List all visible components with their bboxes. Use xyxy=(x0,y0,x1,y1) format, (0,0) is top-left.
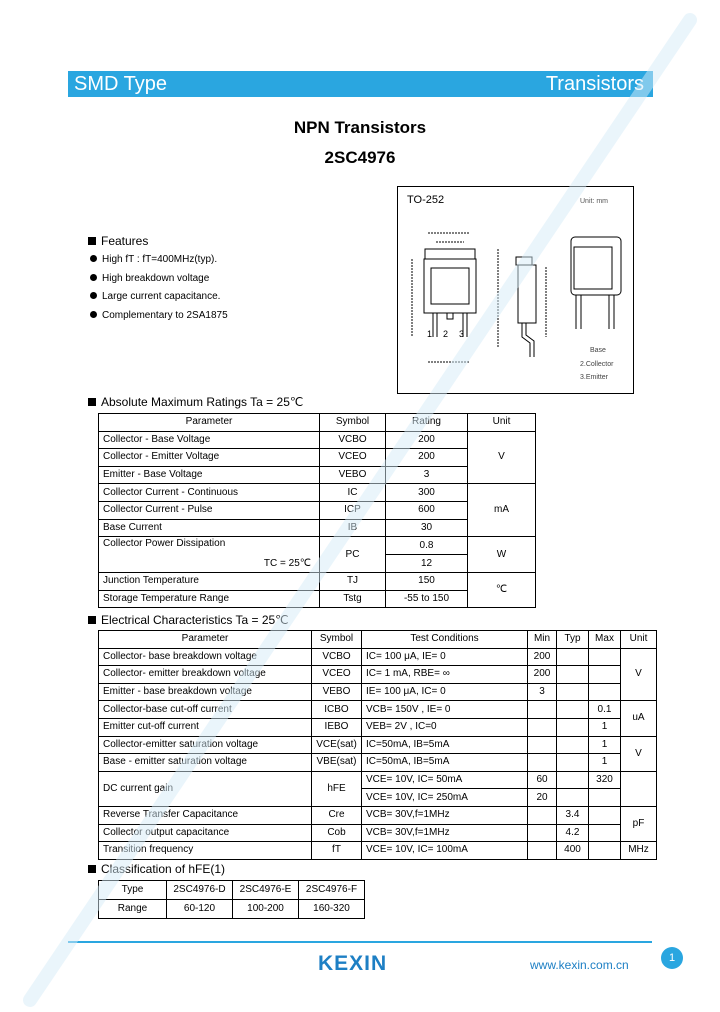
table-cell: VCE= 10V, IC= 250mA xyxy=(362,789,528,807)
table-row xyxy=(99,573,536,591)
table-cell xyxy=(528,824,557,842)
unit-cell: ℃ xyxy=(468,573,536,608)
table-cell: IC xyxy=(320,484,386,502)
table-cell: 60-120 xyxy=(167,900,233,919)
header-left-title: SMD Type xyxy=(74,73,167,95)
table-row xyxy=(99,806,657,824)
table-row xyxy=(99,842,657,860)
table-header: Parameter xyxy=(99,414,320,432)
table-cell: VEB= 2V , IC=0 xyxy=(362,718,528,736)
table-header-row xyxy=(99,881,365,900)
abs-max-heading: Absolute Maximum Ratings Ta = 25℃ xyxy=(88,395,303,409)
table-cell xyxy=(528,701,557,719)
table-cell: 200 xyxy=(528,666,557,684)
unit-cell: uA xyxy=(621,701,657,736)
table-cell: VCB= 30V,f=1MHz xyxy=(362,806,528,824)
table-cell: 200 xyxy=(528,648,557,666)
table-cell: VCB= 150V , IE= 0 xyxy=(362,701,528,719)
table-header: Type xyxy=(99,881,167,900)
table-cell: 300 xyxy=(386,484,468,502)
table-cell: Collector output capacitance xyxy=(99,824,312,842)
pin-legend-emitter: 3.Emitter xyxy=(580,374,609,381)
table-cell: 400 xyxy=(557,842,589,860)
table-cell: ICBO xyxy=(312,701,362,719)
table-cell: 200 xyxy=(386,449,468,467)
unit-cell: mA xyxy=(468,484,536,537)
table-row xyxy=(99,824,657,842)
table-cell: ICP xyxy=(320,501,386,519)
table-cell: VEBO xyxy=(312,683,362,701)
table-cell: 3 xyxy=(528,683,557,701)
table-cell xyxy=(557,789,589,807)
features-heading: Features xyxy=(88,234,148,248)
table-cell: Cob xyxy=(312,824,362,842)
table-cell: 4.2 xyxy=(557,824,589,842)
pin-label-2: 2 xyxy=(443,329,449,339)
unit-cell: MHz xyxy=(621,842,657,860)
table-header: 2SC4976-D xyxy=(167,881,233,900)
page-title: NPN Transistors xyxy=(293,118,427,137)
table-cell: IC=50mA, IB=5mA xyxy=(362,754,528,772)
table-row xyxy=(99,648,657,666)
table-cell: Collector-emitter saturation voltage xyxy=(99,736,312,754)
square-bullet-icon xyxy=(88,865,96,873)
table-cell: Cre xyxy=(312,806,362,824)
table-header: Parameter xyxy=(99,631,312,649)
table-cell xyxy=(589,806,621,824)
unit-cell: pF xyxy=(621,806,657,841)
table-cell: VCE= 10V, IC= 50mA xyxy=(362,771,528,789)
unit-cell: V xyxy=(468,431,536,484)
table-cell: TJ xyxy=(320,573,386,591)
table-cell: 320 xyxy=(589,771,621,789)
pin-legend-title: Base xyxy=(590,347,606,354)
table-cell: PC xyxy=(320,537,386,573)
table-cell: VCB= 30V,f=1MHz xyxy=(362,824,528,842)
table-cell: IC= 100 μA, IE= 0 xyxy=(362,648,528,666)
table-cell: 60 xyxy=(528,771,557,789)
table-cell xyxy=(528,842,557,860)
table-cell: VBE(sat) xyxy=(312,754,362,772)
table-cell: fT xyxy=(312,842,362,860)
table-cell: 20 xyxy=(528,789,557,807)
table-cell: VCE= 10V, IC= 100mA xyxy=(362,842,528,860)
table-cell: VCBO xyxy=(320,431,386,449)
bullet-icon xyxy=(90,292,97,299)
square-bullet-icon xyxy=(88,616,96,624)
table-header: Unit xyxy=(621,631,657,649)
table-cell: Base Current xyxy=(99,519,320,537)
table-cell: Junction Temperature xyxy=(99,573,320,591)
table-cell xyxy=(557,666,589,684)
footer-url[interactable]: www.kexin.com.cn xyxy=(530,958,629,972)
table-row xyxy=(99,701,657,719)
table-cell xyxy=(589,789,621,807)
table-cell: 1 xyxy=(589,718,621,736)
table-cell: 1 xyxy=(589,736,621,754)
table-cell xyxy=(557,648,589,666)
feature-item: High fT : fT=400MHz(typ). xyxy=(90,254,217,265)
table-cell: 0.8 xyxy=(386,537,468,555)
table-row xyxy=(99,683,657,701)
table-header-row xyxy=(99,631,657,649)
table-cell: Collector Power Dissipation TC = 25℃ xyxy=(99,537,320,573)
table-cell: Emitter - base breakdown voltage xyxy=(99,683,312,701)
table-cell xyxy=(557,718,589,736)
table-row xyxy=(99,537,536,555)
pin-label-3: 3 xyxy=(459,329,465,339)
table-header: Unit xyxy=(468,414,536,432)
table-cell: Tstg xyxy=(320,590,386,608)
table-cell: 1 xyxy=(589,754,621,772)
table-cell: Collector Current - Continuous xyxy=(99,484,320,502)
table-cell: Range xyxy=(99,900,167,919)
table-header-row xyxy=(99,414,536,432)
table-cell: IEBO xyxy=(312,718,362,736)
table-cell: Base - emitter saturation voltage xyxy=(99,754,312,772)
table-cell xyxy=(557,754,589,772)
table-header: Typ xyxy=(557,631,589,649)
table-cell: Collector Current - Pulse xyxy=(99,501,320,519)
bullet-icon xyxy=(90,255,97,262)
table-cell: IC= 1 mA, RBE= ∞ xyxy=(362,666,528,684)
square-bullet-icon xyxy=(88,237,96,245)
table-cell: IE= 100 μA, IC= 0 xyxy=(362,683,528,701)
table-row xyxy=(99,718,657,736)
table-cell: IC=50mA, IB=5mA xyxy=(362,736,528,754)
table-cell: Storage Temperature Range xyxy=(99,590,320,608)
table-cell: 200 xyxy=(386,431,468,449)
feature-item: High breakdown voltage xyxy=(90,273,209,284)
unit-cell: V xyxy=(621,648,657,701)
table-cell xyxy=(557,771,589,789)
table-cell xyxy=(528,806,557,824)
table-header: Min xyxy=(528,631,557,649)
table-cell: Collector - Base Voltage xyxy=(99,431,320,449)
table-header: Symbol xyxy=(312,631,362,649)
footer-logo: KEXIN xyxy=(318,952,388,975)
package-drawing xyxy=(397,186,634,394)
abs-max-table xyxy=(98,413,536,608)
unit-cell: W xyxy=(468,537,536,573)
feature-item: Complementary to 2SA1875 xyxy=(90,310,228,321)
unit-cell: V xyxy=(621,736,657,771)
table-cell: VEBO xyxy=(320,466,386,484)
table-cell: 100-200 xyxy=(233,900,299,919)
table-cell xyxy=(528,754,557,772)
table-cell xyxy=(589,648,621,666)
table-cell: Transition frequency xyxy=(99,842,312,860)
package-unit: Unit: mm xyxy=(580,198,608,205)
table-cell: 30 xyxy=(386,519,468,537)
table-cell: Emitter cut-off current xyxy=(99,718,312,736)
table-cell xyxy=(589,824,621,842)
pin-label-1: 1 xyxy=(427,329,433,339)
table-header: Max xyxy=(589,631,621,649)
table-cell xyxy=(557,683,589,701)
table-cell xyxy=(589,683,621,701)
table-cell xyxy=(528,736,557,754)
table-cell: 150 xyxy=(386,573,468,591)
table-cell: 3.4 xyxy=(557,806,589,824)
table-header: Rating xyxy=(386,414,468,432)
table-cell: VCEO xyxy=(312,666,362,684)
table-cell: -55 to 150 xyxy=(386,590,468,608)
header-right-title: Transistors xyxy=(545,73,644,95)
table-row xyxy=(99,900,365,919)
footer-divider xyxy=(68,941,652,943)
table-row xyxy=(99,754,657,772)
table-cell: DC current gain xyxy=(99,771,312,806)
table-cell: 0.1 xyxy=(589,701,621,719)
bullet-icon xyxy=(90,311,97,318)
table-header: Test Conditions xyxy=(362,631,528,649)
table-row xyxy=(99,484,536,502)
table-header: 2SC4976-F xyxy=(299,881,365,900)
elec-heading: Electrical Characteristics Ta = 25℃ xyxy=(88,613,289,627)
table-cell: VCE(sat) xyxy=(312,736,362,754)
table-cell: 600 xyxy=(386,501,468,519)
table-row xyxy=(99,736,657,754)
elec-table xyxy=(98,630,657,860)
table-cell: 12 xyxy=(386,555,468,573)
table-cell xyxy=(557,736,589,754)
table-cell: 3 xyxy=(386,466,468,484)
feature-item: Large current capacitance. xyxy=(90,291,220,302)
table-cell xyxy=(589,842,621,860)
table-header: Symbol xyxy=(320,414,386,432)
table-cell xyxy=(557,701,589,719)
table-cell: 160-320 xyxy=(299,900,365,919)
page-number-badge: 1 xyxy=(661,947,683,969)
table-row xyxy=(99,771,657,789)
table-cell: IB xyxy=(320,519,386,537)
table-cell: Collector- base breakdown voltage xyxy=(99,648,312,666)
bullet-icon xyxy=(90,274,97,281)
table-cell: Emitter - Base Voltage xyxy=(99,466,320,484)
table-cell: Collector - Emitter Voltage xyxy=(99,449,320,467)
table-cell xyxy=(589,666,621,684)
pin-legend-collector: 2.Collector xyxy=(580,361,614,368)
table-cell: Collector- emitter breakdown voltage xyxy=(99,666,312,684)
table-row xyxy=(99,666,657,684)
header-bar xyxy=(68,71,653,97)
square-bullet-icon xyxy=(88,398,96,406)
package-name: TO-252 xyxy=(407,194,445,206)
unit-cell xyxy=(621,771,657,806)
part-number: 2SC4976 xyxy=(324,148,396,167)
table-header: 2SC4976-E xyxy=(233,881,299,900)
table-cell xyxy=(528,718,557,736)
table-cell: Collector-base cut-off current xyxy=(99,701,312,719)
table-cell: VCEO xyxy=(320,449,386,467)
classification-table xyxy=(98,880,365,919)
table-row xyxy=(99,431,536,449)
classification-heading: Classification of hFE(1) xyxy=(88,862,225,876)
table-cell: VCBO xyxy=(312,648,362,666)
table-cell: hFE xyxy=(312,771,362,806)
table-cell: Reverse Transfer Capacitance xyxy=(99,806,312,824)
